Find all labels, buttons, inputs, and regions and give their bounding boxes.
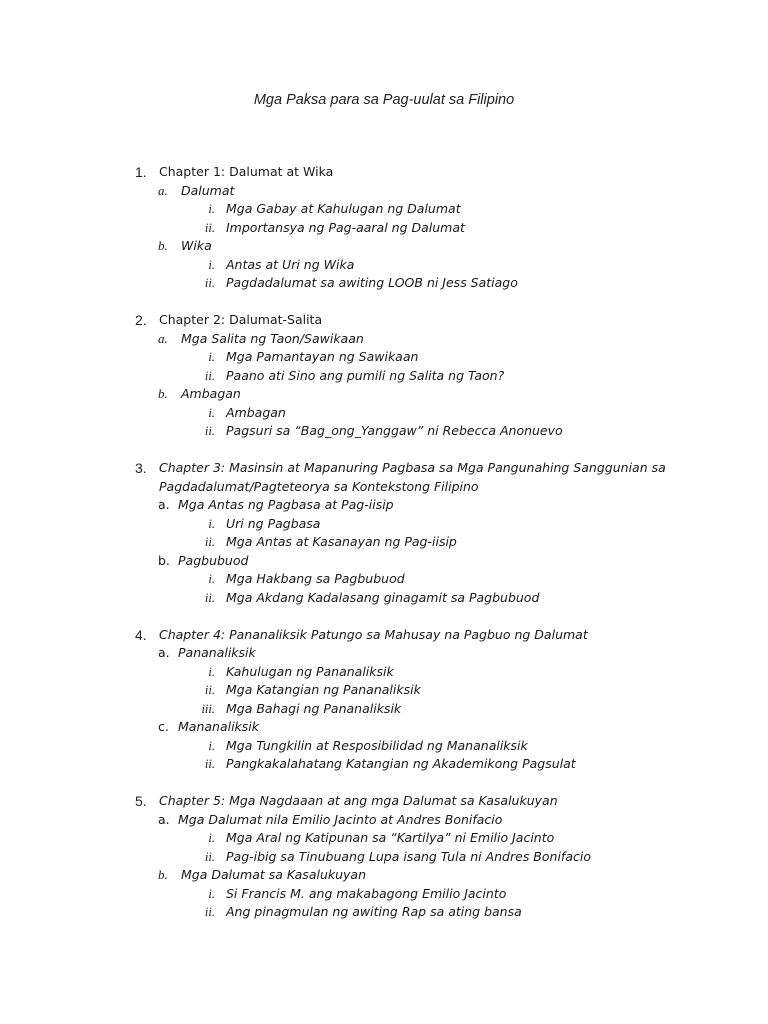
section-item xyxy=(0,330,768,349)
subsection-marker: ii. xyxy=(204,276,215,290)
chapter-title: Chapter 4: Pananaliksik Patungo sa Mahusay na Pagbuo ng Dalumat xyxy=(159,626,588,642)
subsection-label: Antas at Uri ng Wika xyxy=(226,256,355,272)
subsection-marker: i. xyxy=(208,886,215,901)
subsection-item xyxy=(0,903,768,922)
subsection-label: Uri ng Pagbasa xyxy=(226,515,321,531)
subsection-item xyxy=(0,885,768,904)
chapter-title: Chapter 1: Dalumat at Wika xyxy=(159,164,334,179)
subsection-label: Mga Akdang Kadalasang ginagamit sa Pagbubuod xyxy=(226,589,540,605)
chapter-heading xyxy=(0,311,768,330)
topic-outline xyxy=(0,163,768,922)
subsection-item xyxy=(0,829,768,848)
subsection-item xyxy=(0,663,768,682)
subsection-marker: i. xyxy=(208,516,215,531)
section-item xyxy=(0,811,768,830)
subsection-item xyxy=(0,274,768,293)
subsection-item xyxy=(0,570,768,589)
subsection-label: Mga Pamantayan ng Sawikaan xyxy=(226,349,419,364)
subsection-item xyxy=(0,700,768,719)
section-label: Mga Dalumat sa Kasalukuyan xyxy=(181,867,367,882)
subsection-marker: iii. xyxy=(201,701,215,716)
section-label: Pananaliksik xyxy=(178,645,256,660)
subsection-label: Mga Aral ng Katipunan sa “Kartilya” ni Emilio Jacinto xyxy=(226,830,555,845)
section-marker: a. xyxy=(158,330,168,346)
section-marker: a. xyxy=(158,811,170,827)
subsection-item xyxy=(0,200,768,219)
spacer xyxy=(0,441,768,460)
subsection-label: Ambagan xyxy=(226,404,286,420)
subsection-item xyxy=(0,755,768,774)
section-label: Wika xyxy=(181,238,212,253)
section-marker: b. xyxy=(158,386,168,401)
subsection-marker: i. xyxy=(208,572,215,586)
chapter-number: 4. xyxy=(135,626,147,643)
subsection-label: Mga Katangian ng Pananaliksik xyxy=(226,682,421,697)
subsection-label: Pag-ibig sa Tinubuang Lupa isang Tula ni Andres Bonifacio xyxy=(226,848,591,864)
subsection-label: Pagdadalumat sa awiting LOOB ni Jess Satiago xyxy=(226,275,518,290)
subsection-marker: ii. xyxy=(204,424,215,438)
spacer xyxy=(0,293,768,312)
section-item xyxy=(0,385,768,404)
chapter-number: 2. xyxy=(135,312,147,328)
subsection-label: Mga Gabay at Kahulugan ng Dalumat xyxy=(226,201,461,216)
spacer xyxy=(0,607,768,626)
chapter-title: Chapter 2: Dalumat-Salita xyxy=(159,312,323,327)
section-item xyxy=(0,552,768,571)
section-item xyxy=(0,237,768,256)
chapter-heading xyxy=(0,792,768,811)
chapter-heading xyxy=(0,626,768,645)
subsection-item xyxy=(0,737,768,756)
chapter-title: Chapter 5: Mga Nagdaaan at ang mga Dalumat sa Kasalukuyan xyxy=(159,793,558,808)
section-item xyxy=(0,644,768,663)
subsection-label: Mga Bahagi ng Pananaliksik xyxy=(226,700,402,716)
subsection-item xyxy=(0,422,768,441)
subsection-marker: i. xyxy=(208,202,215,216)
section-marker: b. xyxy=(158,238,168,253)
chapter-number: 1. xyxy=(135,164,147,180)
subsection-marker: i. xyxy=(208,738,215,753)
section-marker: a. xyxy=(158,182,168,198)
section-marker: a. xyxy=(158,645,170,660)
chapter-title: Chapter 3: Masinsin at Mapanuring Pagbasa sa Mga Pangunahing Sanggunian sa xyxy=(159,460,666,475)
subsection-label: Pagsuri sa “Bag_ong_Yanggaw” ni Rebecca Anonuevo xyxy=(226,423,563,438)
subsection-marker: i. xyxy=(208,664,215,679)
section-label: Mga Dalumat nila Emilio Jacinto at Andres Bonifacio xyxy=(178,811,503,827)
section-label: Pagbubuod xyxy=(178,552,249,568)
subsection-item xyxy=(0,404,768,423)
section-item xyxy=(0,866,768,885)
subsection-marker: ii. xyxy=(204,368,215,383)
subsection-marker: i. xyxy=(208,257,215,272)
subsection-marker: ii. xyxy=(204,590,215,605)
chapter-number: 5. xyxy=(135,793,147,809)
subsection-label: Importansya ng Pag-aaral ng Dalumat xyxy=(226,219,465,235)
section-item xyxy=(0,182,768,201)
chapter-heading xyxy=(0,459,768,478)
section-label: Mga Antas ng Pagbasa at Pag-iisip xyxy=(178,497,394,512)
subsection-label: Mga Hakbang sa Pagbubuod xyxy=(226,571,405,586)
document-title: Mga Paksa para sa Pag-uulat sa Filipino xyxy=(253,92,515,108)
subsection-label: Pangkakalahatang Katangian ng Akademikong Pagsulat xyxy=(226,756,576,771)
subsection-item xyxy=(0,348,768,367)
subsection-marker: ii. xyxy=(204,849,215,864)
section-marker: c. xyxy=(158,719,169,734)
subsection-label: Paano ati Sino ang pumili ng Salita ng Taon? xyxy=(226,367,505,383)
subsection-item xyxy=(0,848,768,867)
subsection-item xyxy=(0,589,768,608)
section-item xyxy=(0,718,768,737)
section-marker: a. xyxy=(158,497,170,512)
chapter-heading xyxy=(0,163,768,182)
subsection-marker: ii. xyxy=(204,905,215,919)
chapter-number: 3. xyxy=(135,460,147,476)
subsection-label: Kahulugan ng Pananaliksik xyxy=(226,663,394,679)
section-marker: b. xyxy=(158,552,170,568)
subsection-item xyxy=(0,219,768,238)
subsection-item xyxy=(0,681,768,700)
subsection-item xyxy=(0,515,768,534)
subsection-item xyxy=(0,367,768,386)
section-label: Dalumat xyxy=(181,182,235,198)
subsection-label: Si Francis M. ang makabagong Emilio Jacinto xyxy=(226,885,507,901)
subsection-label: Ang pinagmulan ng awiting Rap sa ating bansa xyxy=(226,904,522,919)
subsection-marker: i. xyxy=(208,831,215,845)
subsection-label: Mga Tungkilin at Resposibilidad ng Mananaliksik xyxy=(226,737,528,753)
section-label: Mga Salita ng Taon/Sawikaan xyxy=(181,330,364,346)
section-label: Mananaliksik xyxy=(178,719,260,734)
section-item xyxy=(0,496,768,515)
spacer xyxy=(0,774,768,793)
subsection-marker: i. xyxy=(208,350,215,364)
section-marker: b. xyxy=(158,867,168,882)
subsection-marker: ii. xyxy=(204,757,215,771)
chapter-title-cont: Pagdadalumat/Pagteteorya sa Kontekstong Filipino xyxy=(159,478,479,494)
subsection-marker: i. xyxy=(208,405,215,420)
chapter-title-continuation xyxy=(0,478,768,497)
subsection-item xyxy=(0,533,768,552)
subsection-marker: ii. xyxy=(204,535,215,549)
section-label: Ambagan xyxy=(181,386,241,401)
subsection-marker: ii. xyxy=(204,220,215,235)
subsection-label: Mga Antas at Kasanayan ng Pag-iisip xyxy=(226,534,457,549)
subsection-marker: ii. xyxy=(204,683,215,697)
subsection-item xyxy=(0,256,768,275)
